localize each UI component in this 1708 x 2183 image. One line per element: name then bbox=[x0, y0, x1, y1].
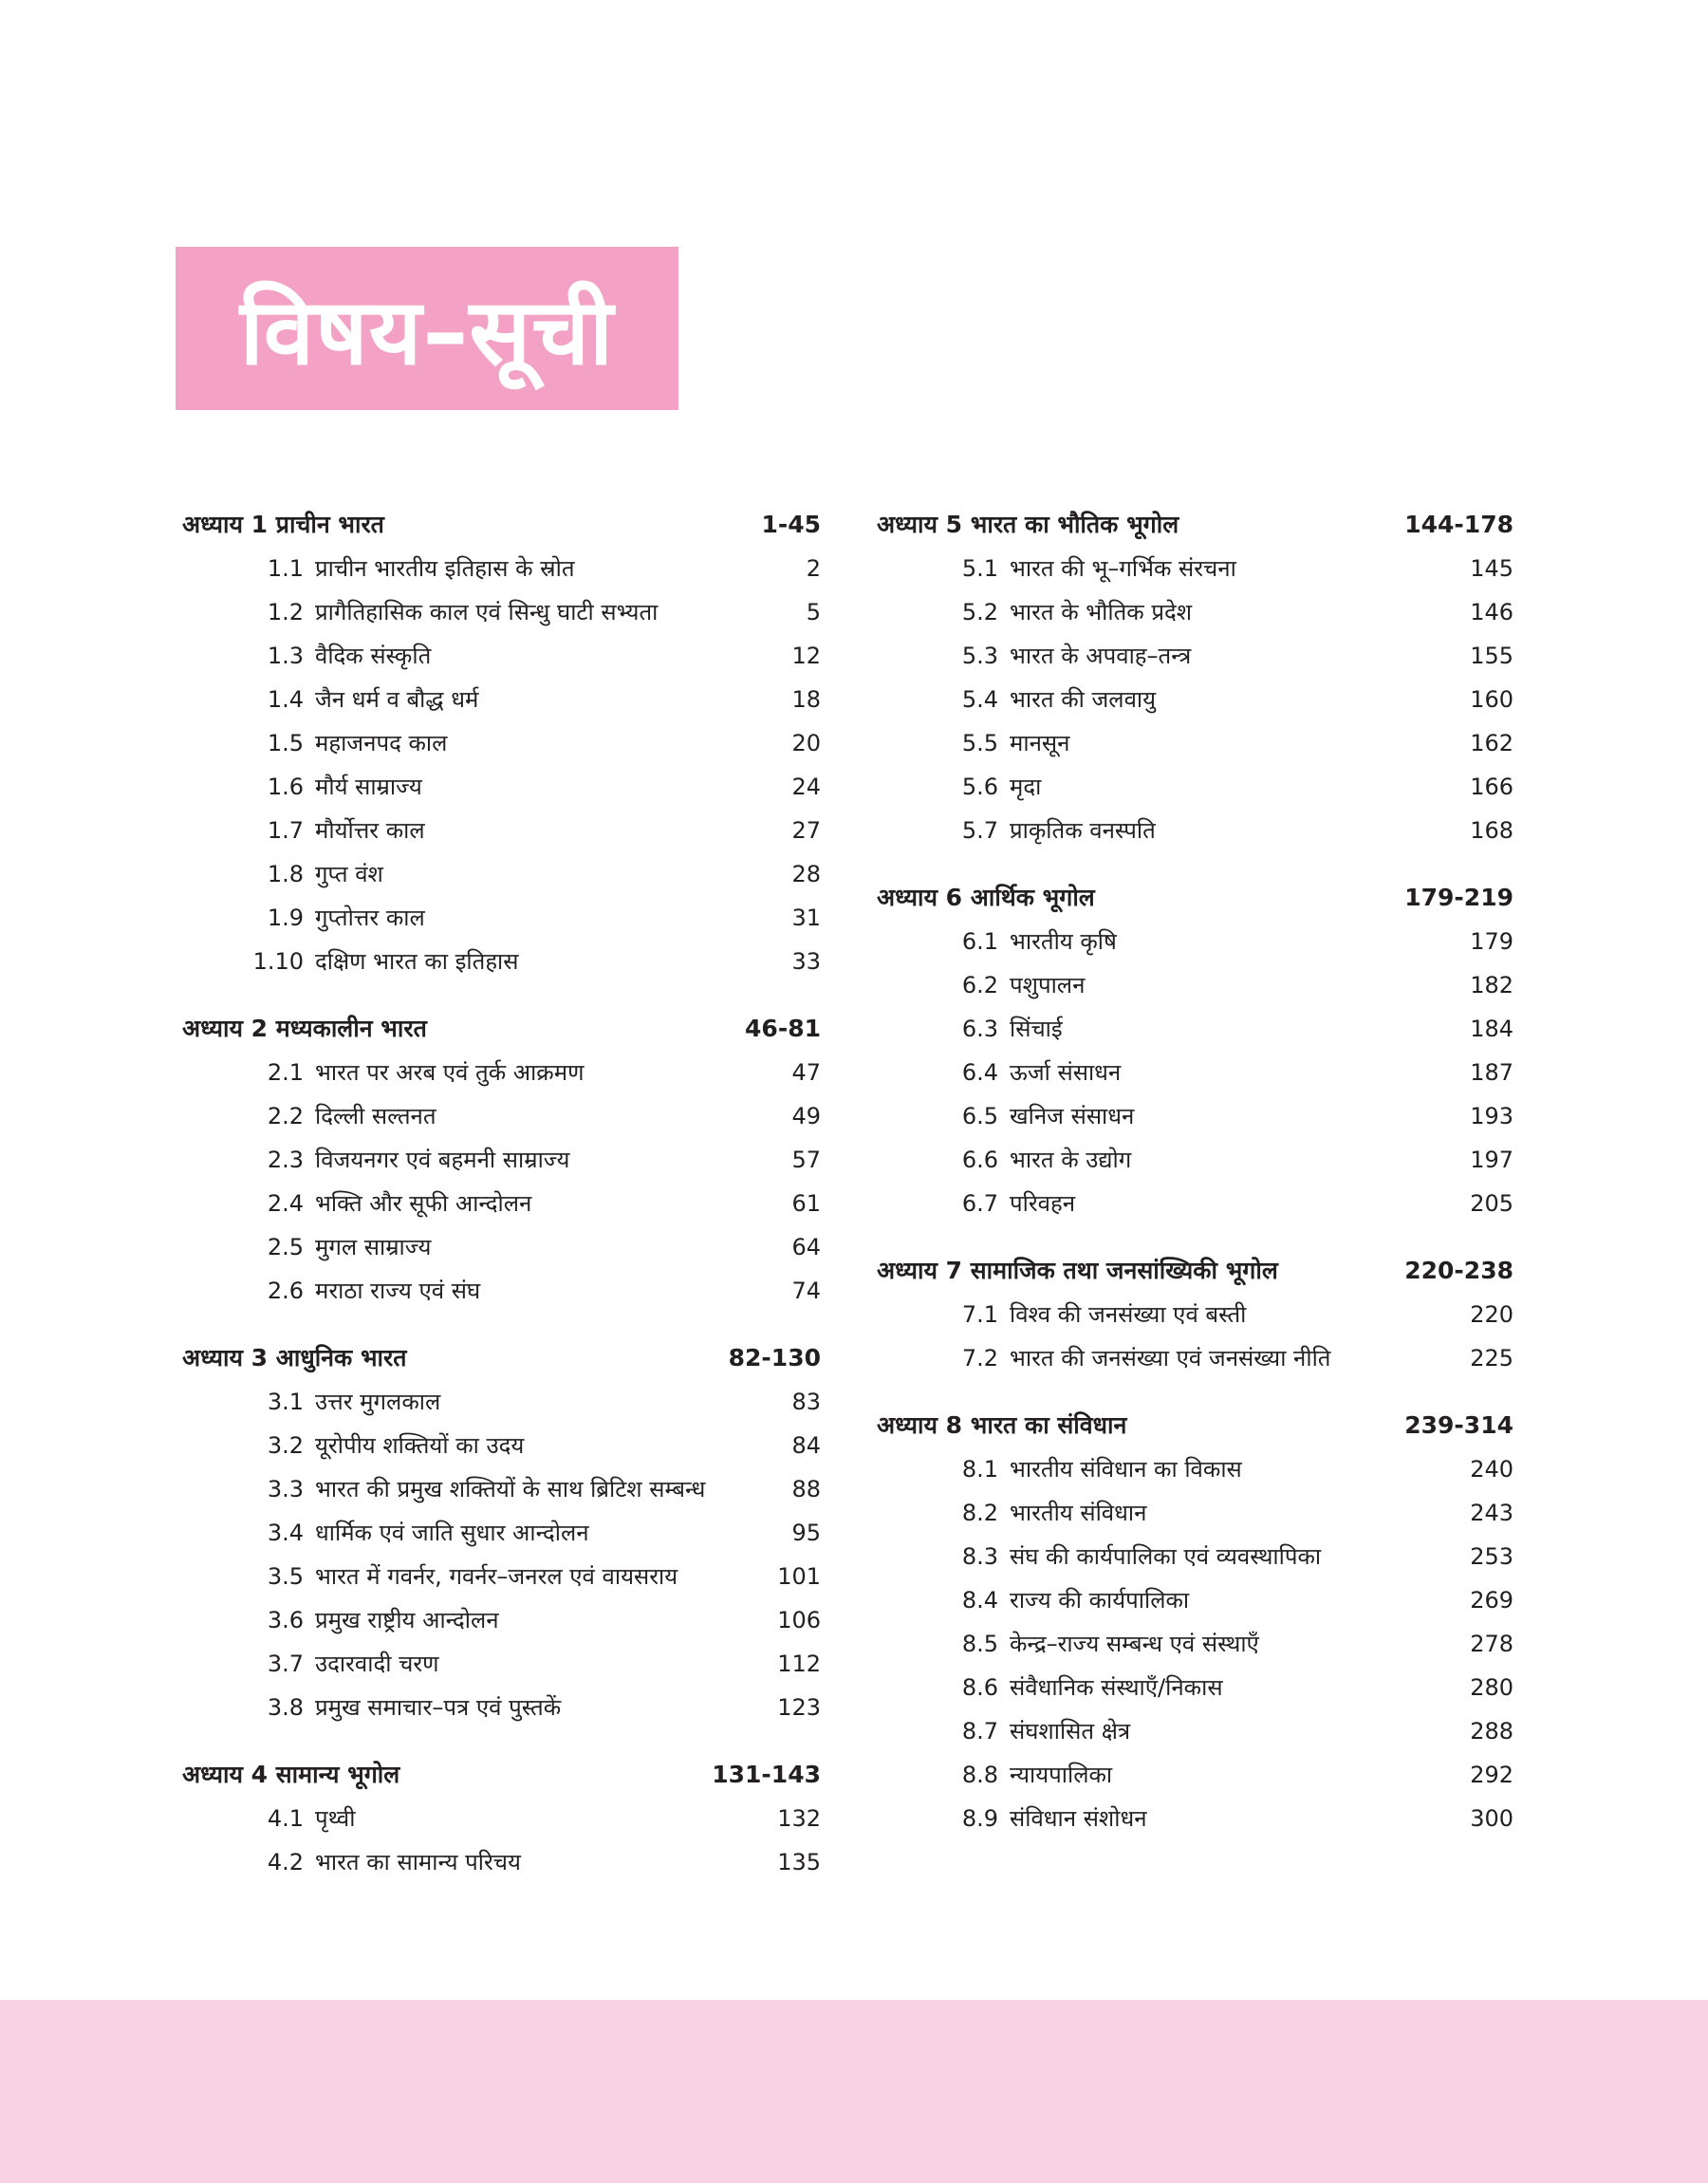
entry-page-number: 106 bbox=[777, 1607, 821, 1633]
chapter-heading[interactable] bbox=[877, 503, 1513, 547]
entry-number: 8.3 bbox=[961, 1543, 998, 1570]
chapter-page-range: 82-130 bbox=[728, 1344, 821, 1371]
toc-entry[interactable] bbox=[182, 590, 821, 634]
toc-entry[interactable] bbox=[182, 1380, 821, 1424]
entry-number: 7.2 bbox=[961, 1345, 998, 1371]
toc-entry[interactable] bbox=[182, 721, 821, 765]
entry-page-number: 225 bbox=[1470, 1345, 1513, 1371]
entry-number: 6.5 bbox=[961, 1103, 998, 1129]
entry-page-number: 18 bbox=[791, 686, 821, 713]
entry-page-number: 12 bbox=[791, 643, 821, 669]
entry-number: 6.4 bbox=[961, 1059, 998, 1086]
toc-entry[interactable] bbox=[182, 1094, 821, 1138]
entry-title: संवैधानिक संस्थाएँ/निकास bbox=[1010, 1674, 1223, 1701]
entry-page-number: 83 bbox=[791, 1389, 821, 1415]
toc-entry[interactable] bbox=[877, 678, 1513, 721]
chapter-title: अध्याय 5 भारत का भौतिक भूगोल bbox=[877, 511, 1179, 538]
entry-page-number: 179 bbox=[1470, 928, 1513, 955]
entry-number: 3.5 bbox=[267, 1563, 304, 1590]
entry-title: भारत में गवर्नर, गवर्नर–जनरल एवं वायसराय bbox=[315, 1563, 678, 1590]
entry-page-number: 88 bbox=[791, 1476, 821, 1502]
toc-entry[interactable] bbox=[182, 765, 821, 809]
entry-number: 3.1 bbox=[267, 1389, 304, 1415]
entry-number: 1.10 bbox=[252, 948, 304, 975]
entry-title: मानसून bbox=[1010, 730, 1070, 756]
toc-entry[interactable] bbox=[182, 1051, 821, 1094]
entry-title: भारत पर अरब एवं तुर्क आक्रमण bbox=[315, 1059, 585, 1086]
entry-page-number: 269 bbox=[1470, 1587, 1513, 1614]
entry-page-number: 162 bbox=[1470, 730, 1513, 756]
entry-page-number: 278 bbox=[1470, 1631, 1513, 1657]
toc-entry[interactable] bbox=[877, 1535, 1513, 1578]
entry-number: 8.2 bbox=[961, 1500, 998, 1526]
chapter-section bbox=[182, 1753, 821, 1884]
chapter-section bbox=[877, 1249, 1513, 1380]
toc-entry[interactable] bbox=[877, 1491, 1513, 1535]
toc-left-column bbox=[182, 503, 821, 1908]
entry-title: पशुपालन bbox=[1010, 972, 1086, 998]
entry-number: 5.3 bbox=[961, 643, 998, 669]
entry-title: धार्मिक एवं जाति सुधार आन्दोलन bbox=[315, 1520, 589, 1546]
entry-number: 3.8 bbox=[267, 1694, 304, 1721]
entry-title: भारत के उद्योग bbox=[1010, 1147, 1132, 1173]
entry-title: भारत के अपवाह–तन्त्र bbox=[1010, 643, 1192, 669]
toc-entry[interactable] bbox=[182, 1598, 821, 1642]
entry-page-number: 243 bbox=[1470, 1500, 1513, 1526]
toc-entry[interactable] bbox=[182, 896, 821, 940]
entry-page-number: 57 bbox=[791, 1147, 821, 1173]
entry-title: मौर्योत्तर काल bbox=[315, 817, 425, 844]
entry-title: मृदा bbox=[1010, 774, 1042, 800]
entry-page-number: 220 bbox=[1470, 1301, 1513, 1328]
entry-page-number: 300 bbox=[1470, 1805, 1513, 1832]
chapter-page-range: 46-81 bbox=[745, 1015, 821, 1042]
entry-number: 6.2 bbox=[961, 972, 998, 998]
entry-title: यूरोपीय शक्तियों का उदय bbox=[315, 1432, 525, 1459]
entry-page-number: 205 bbox=[1470, 1190, 1513, 1217]
chapter-page-range: 220-238 bbox=[1404, 1257, 1513, 1284]
entry-title: उदारवादी चरण bbox=[315, 1651, 439, 1677]
entry-title: प्रमुख राष्ट्रीय आन्दोलन bbox=[315, 1607, 499, 1633]
entry-title: मराठा राज्य एवं संघ bbox=[315, 1278, 481, 1304]
chapter-title: अध्याय 3 आधुनिक भारत bbox=[182, 1344, 407, 1371]
chapter-heading[interactable] bbox=[877, 1249, 1513, 1293]
entry-title: संविधान संशोधन bbox=[1010, 1805, 1147, 1832]
entry-number: 2.6 bbox=[267, 1278, 304, 1304]
toc-entry[interactable] bbox=[877, 1007, 1513, 1051]
toc-entry[interactable] bbox=[877, 1051, 1513, 1094]
entry-title: विजयनगर एवं बहमनी साम्राज्य bbox=[315, 1147, 570, 1173]
chapter-heading[interactable] bbox=[182, 1007, 821, 1051]
entry-page-number: 28 bbox=[791, 861, 821, 887]
toc-entry[interactable] bbox=[182, 1555, 821, 1598]
entry-page-number: 155 bbox=[1470, 643, 1513, 669]
entry-number: 4.1 bbox=[267, 1805, 304, 1832]
chapter-title: अध्याय 2 मध्यकालीन भारत bbox=[182, 1015, 427, 1042]
entry-page-number: 27 bbox=[791, 817, 821, 844]
entry-page-number: 168 bbox=[1470, 817, 1513, 844]
toc-entry[interactable] bbox=[182, 1797, 821, 1840]
toc-entry[interactable] bbox=[877, 1336, 1513, 1380]
entry-page-number: 253 bbox=[1470, 1543, 1513, 1570]
entry-page-number: 184 bbox=[1470, 1016, 1513, 1042]
entry-title: भारतीय संविधान का विकास bbox=[1010, 1456, 1242, 1483]
toc-entry[interactable] bbox=[877, 920, 1513, 963]
entry-page-number: 84 bbox=[791, 1432, 821, 1459]
entry-number: 5.7 bbox=[961, 817, 998, 844]
entry-page-number: 197 bbox=[1470, 1147, 1513, 1173]
entry-title: मौर्य साम्राज्य bbox=[315, 774, 422, 800]
entry-title: दक्षिण भारत का इतिहास bbox=[315, 948, 519, 975]
entry-page-number: 33 bbox=[791, 948, 821, 975]
entry-title: भारत का सामान्य परिचय bbox=[315, 1849, 521, 1875]
entry-page-number: 74 bbox=[791, 1278, 821, 1304]
entry-page-number: 135 bbox=[777, 1849, 821, 1875]
entry-number: 8.8 bbox=[961, 1762, 998, 1788]
toc-entry[interactable] bbox=[877, 765, 1513, 809]
entry-number: 8.4 bbox=[961, 1587, 998, 1614]
toc-entry[interactable] bbox=[877, 1797, 1513, 1840]
toc-entry[interactable] bbox=[877, 1094, 1513, 1138]
toc-entry[interactable] bbox=[182, 852, 821, 896]
toc-entry[interactable] bbox=[877, 1293, 1513, 1336]
entry-page-number: 5 bbox=[806, 599, 821, 625]
entry-page-number: 49 bbox=[791, 1103, 821, 1129]
toc-entry[interactable] bbox=[182, 1424, 821, 1467]
entry-number: 8.6 bbox=[961, 1674, 998, 1701]
footer-band bbox=[0, 2000, 1708, 2183]
entry-page-number: 166 bbox=[1470, 774, 1513, 800]
toc-entry[interactable] bbox=[877, 1622, 1513, 1666]
entry-title: परिवहन bbox=[1010, 1190, 1076, 1217]
entry-number: 1.1 bbox=[267, 555, 304, 582]
entry-number: 1.3 bbox=[267, 643, 304, 669]
entry-page-number: 292 bbox=[1470, 1762, 1513, 1788]
entry-title: भारत की भू–गर्भिक संरचना bbox=[1010, 555, 1236, 582]
toc-entry[interactable] bbox=[182, 634, 821, 678]
entry-page-number: 182 bbox=[1470, 972, 1513, 998]
entry-number: 5.5 bbox=[961, 730, 998, 756]
entry-number: 8.5 bbox=[961, 1631, 998, 1657]
entry-page-number: 20 bbox=[791, 730, 821, 756]
chapter-heading[interactable] bbox=[877, 1404, 1513, 1447]
chapter-heading[interactable] bbox=[182, 1753, 821, 1797]
chapter-title: अध्याय 1 प्राचीन भारत bbox=[182, 511, 384, 538]
entry-number: 6.3 bbox=[961, 1016, 998, 1042]
toc-entry[interactable] bbox=[182, 1840, 821, 1884]
toc-entry[interactable] bbox=[182, 1138, 821, 1182]
entry-title: भारतीय संविधान bbox=[1010, 1500, 1147, 1526]
entry-number: 2.3 bbox=[267, 1147, 304, 1173]
toc-entry[interactable] bbox=[877, 1666, 1513, 1709]
chapter-page-range: 1-45 bbox=[761, 511, 821, 538]
entry-number: 6.1 bbox=[961, 928, 998, 955]
entry-page-number: 123 bbox=[777, 1694, 821, 1721]
chapter-page-range: 179-219 bbox=[1404, 884, 1513, 911]
entry-page-number: 240 bbox=[1470, 1456, 1513, 1483]
entry-page-number: 112 bbox=[777, 1651, 821, 1677]
entry-title: गुप्तोत्तर काल bbox=[315, 905, 425, 931]
chapter-section bbox=[877, 503, 1513, 852]
toc-entry[interactable] bbox=[877, 1753, 1513, 1797]
entry-page-number: 2 bbox=[806, 555, 821, 582]
entry-number: 5.2 bbox=[961, 599, 998, 625]
entry-page-number: 160 bbox=[1470, 686, 1513, 713]
toc-entry[interactable] bbox=[182, 547, 821, 590]
toc-entry[interactable] bbox=[877, 1709, 1513, 1753]
entry-number: 3.3 bbox=[267, 1476, 304, 1502]
toc-entry[interactable] bbox=[877, 1447, 1513, 1491]
toc-entry[interactable] bbox=[182, 940, 821, 983]
toc-entry[interactable] bbox=[877, 1578, 1513, 1622]
chapter-page-range: 144-178 bbox=[1404, 511, 1513, 538]
entry-title: प्राकृतिक वनस्पति bbox=[1010, 817, 1156, 844]
chapter-heading[interactable] bbox=[877, 876, 1513, 920]
entry-title: भारत की जलवायु bbox=[1010, 686, 1157, 713]
entry-number: 3.7 bbox=[267, 1651, 304, 1677]
chapter-title: अध्याय 8 भारत का संविधान bbox=[877, 1411, 1127, 1439]
entry-number: 6.7 bbox=[961, 1190, 998, 1217]
entry-title: प्रमुख समाचार–पत्र एवं पुस्तकें bbox=[315, 1694, 562, 1721]
toc-entry[interactable] bbox=[182, 1686, 821, 1729]
entry-page-number: 288 bbox=[1470, 1718, 1513, 1745]
toc-entry[interactable] bbox=[182, 809, 821, 852]
entry-title: भक्ति और सूफी आन्दोलन bbox=[315, 1190, 532, 1217]
chapter-section bbox=[182, 1007, 821, 1313]
entry-page-number: 146 bbox=[1470, 599, 1513, 625]
entry-number: 1.7 bbox=[267, 817, 304, 844]
toc-entry[interactable] bbox=[182, 1467, 821, 1511]
toc-entry[interactable] bbox=[877, 1138, 1513, 1182]
entry-number: 2.5 bbox=[267, 1234, 304, 1260]
entry-title: राज्य की कार्यपालिका bbox=[1010, 1587, 1190, 1614]
chapter-heading[interactable] bbox=[182, 1336, 821, 1380]
entry-title: भारत की जनसंख्या एवं जनसंख्या नीति bbox=[1010, 1345, 1331, 1371]
entry-number: 3.4 bbox=[267, 1520, 304, 1546]
entry-page-number: 187 bbox=[1470, 1059, 1513, 1086]
toc-entry[interactable] bbox=[877, 809, 1513, 852]
toc-entry[interactable] bbox=[877, 590, 1513, 634]
entry-number: 8.9 bbox=[961, 1805, 998, 1832]
toc-entry[interactable] bbox=[182, 1269, 821, 1313]
entry-number: 1.2 bbox=[267, 599, 304, 625]
entry-number: 6.6 bbox=[961, 1147, 998, 1173]
page-title: विषय–सूची bbox=[176, 247, 678, 410]
toc-entry[interactable] bbox=[182, 1225, 821, 1269]
entry-number: 5.1 bbox=[961, 555, 998, 582]
entry-title: ऊर्जा संसाधन bbox=[1010, 1059, 1122, 1086]
toc-right-column bbox=[877, 503, 1513, 1864]
entry-number: 8.7 bbox=[961, 1718, 998, 1745]
entry-number: 2.4 bbox=[267, 1190, 304, 1217]
chapter-title: अध्याय 6 आर्थिक भूगोल bbox=[877, 884, 1095, 911]
entry-title: वैदिक संस्कृति bbox=[315, 643, 432, 669]
entry-number: 8.1 bbox=[961, 1456, 998, 1483]
toc-entry[interactable] bbox=[182, 1511, 821, 1555]
entry-page-number: 280 bbox=[1470, 1674, 1513, 1701]
entry-number: 3.6 bbox=[267, 1607, 304, 1633]
toc-entry[interactable] bbox=[182, 1182, 821, 1225]
chapter-title: अध्याय 7 सामाजिक तथा जनसांख्यिकी भूगोल bbox=[877, 1257, 1278, 1284]
entry-page-number: 101 bbox=[777, 1563, 821, 1590]
entry-title: मुगल साम्राज्य bbox=[315, 1234, 432, 1260]
entry-number: 1.6 bbox=[267, 774, 304, 800]
entry-page-number: 47 bbox=[791, 1059, 821, 1086]
entry-number: 2.1 bbox=[267, 1059, 304, 1086]
entry-title: संघ की कार्यपालिका एवं व्यवस्थापिका bbox=[1010, 1543, 1322, 1570]
entry-page-number: 132 bbox=[777, 1805, 821, 1832]
chapter-heading[interactable] bbox=[182, 503, 821, 547]
entry-title: प्राचीन भारतीय इतिहास के स्रोत bbox=[315, 555, 575, 582]
entry-page-number: 61 bbox=[791, 1190, 821, 1217]
entry-title: सिंचाई bbox=[1010, 1016, 1063, 1042]
entry-number: 7.1 bbox=[961, 1301, 998, 1328]
entry-number: 1.5 bbox=[267, 730, 304, 756]
toc-entry[interactable] bbox=[877, 1182, 1513, 1225]
chapter-section bbox=[877, 1404, 1513, 1840]
entry-title: महाजनपद काल bbox=[315, 730, 448, 756]
entry-title: प्रागैतिहासिक काल एवं सिन्धु घाटी सभ्यता bbox=[315, 599, 659, 625]
entry-title: न्यायपालिका bbox=[1010, 1762, 1113, 1788]
entry-number: 1.4 bbox=[267, 686, 304, 713]
entry-page-number: 24 bbox=[791, 774, 821, 800]
entry-page-number: 95 bbox=[791, 1520, 821, 1546]
entry-title: गुप्त वंश bbox=[315, 861, 383, 887]
chapter-section bbox=[182, 1336, 821, 1729]
entry-number: 5.4 bbox=[961, 686, 998, 713]
chapter-title: अध्याय 4 सामान्य भूगोल bbox=[182, 1761, 400, 1788]
toc-entry[interactable] bbox=[877, 963, 1513, 1007]
entry-number: 2.2 bbox=[267, 1103, 304, 1129]
toc-entry[interactable] bbox=[877, 634, 1513, 678]
entry-title: भारत की प्रमुख शक्तियों के साथ ब्रिटिश सम्बन्ध bbox=[315, 1476, 706, 1502]
entry-title: जैन धर्म व बौद्ध धर्म bbox=[315, 686, 479, 713]
chapter-section bbox=[182, 503, 821, 983]
entry-title: उत्तर मुगलकाल bbox=[315, 1389, 441, 1415]
entry-page-number: 145 bbox=[1470, 555, 1513, 582]
entry-page-number: 31 bbox=[791, 905, 821, 931]
entry-title: भारत के भौतिक प्रदेश bbox=[1010, 599, 1193, 625]
entry-number: 4.2 bbox=[267, 1849, 304, 1875]
entry-number: 5.6 bbox=[961, 774, 998, 800]
entry-number: 3.2 bbox=[267, 1432, 304, 1459]
entry-title: खनिज संसाधन bbox=[1010, 1103, 1135, 1129]
entry-title: विश्व की जनसंख्या एवं बस्ती bbox=[1010, 1301, 1247, 1328]
chapter-page-range: 131-143 bbox=[712, 1761, 821, 1788]
entry-number: 1.8 bbox=[267, 861, 304, 887]
entry-title: पृथ्वी bbox=[315, 1805, 356, 1832]
entry-title: संघशासित क्षेत्र bbox=[1010, 1718, 1131, 1745]
entry-page-number: 193 bbox=[1470, 1103, 1513, 1129]
entry-title: भारतीय कृषि bbox=[1010, 928, 1117, 955]
entry-title: दिल्ली सल्तनत bbox=[315, 1103, 436, 1129]
toc-entry[interactable] bbox=[877, 721, 1513, 765]
entry-number: 1.9 bbox=[267, 905, 304, 931]
toc-entry[interactable] bbox=[182, 1642, 821, 1686]
toc-entry[interactable] bbox=[182, 678, 821, 721]
chapter-section bbox=[877, 876, 1513, 1225]
entry-page-number: 64 bbox=[791, 1234, 821, 1260]
toc-entry[interactable] bbox=[877, 547, 1513, 590]
entry-title: केन्द्र–राज्य सम्बन्ध एवं संस्थाएँ bbox=[1010, 1631, 1259, 1657]
chapter-page-range: 239-314 bbox=[1404, 1411, 1513, 1439]
